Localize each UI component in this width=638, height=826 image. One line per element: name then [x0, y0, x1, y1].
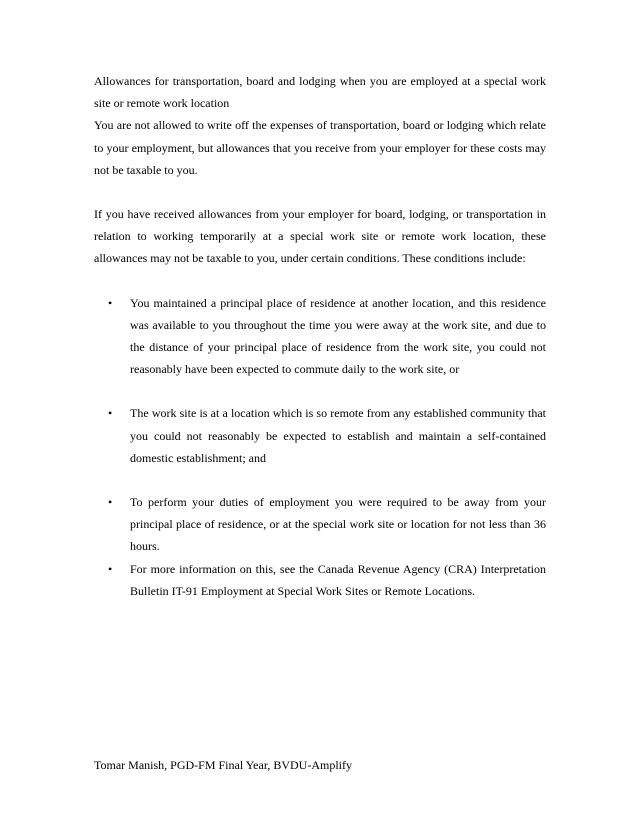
intro-paragraph: You are not allowed to write off the expenses of transportation, board or lodging which relate to your employment, but allowances that you receive from your employer for these costs may not be taxable to you. — [94, 118, 546, 177]
list-item-text: For more information on this, see the Canada Revenue Agency (CRA) Interpretation Bulletin IT-91 Employment at Special Work Sites or Remote Locations. — [130, 561, 546, 598]
bullet-icon: • — [108, 561, 113, 576]
paragraph-spacer — [94, 270, 546, 292]
list-spacer — [94, 380, 546, 402]
list-item-text: To perform your duties of employment you were required to be away from your principal place of residence, or at the special work site or location for not less than 36 hours. — [130, 495, 546, 554]
bullet-icon: • — [108, 406, 113, 421]
list-item — [94, 402, 546, 469]
section-heading: Allowances for transportation, board and lodging when you are employed at a special work site or remote work location — [94, 74, 546, 111]
list-item — [94, 292, 546, 381]
list-item — [94, 491, 546, 558]
list-item-text: The work site is at a location which is so remote from any established community that you could not reasonably be expected to establish and maintain a self-contained domestic establishment; and — [130, 406, 546, 465]
list-item-text: You maintained a principal place of residence at another location, and this residence was available to you throughout the time you were away at the work site, and due to the distance of your principal place of residence from the work site, you could not reasonably have been expected to commute daily to the work site, or — [130, 295, 546, 377]
conditions-list — [94, 292, 546, 602]
conditions-paragraph: If you have received allowances from your employer for board, lodging, or transportation in relation to working temporarily at a special work site or remote work location, these allowances may not be taxable to you, under certain conditions. These conditions include: — [94, 207, 546, 266]
paragraph-spacer — [94, 181, 546, 203]
list-item — [94, 558, 546, 602]
bullet-icon: • — [108, 495, 113, 510]
list-spacer — [94, 469, 546, 491]
page-footer: Tomar Manish, PGD-FM Final Year, BVDU-Amplify — [94, 758, 353, 772]
bullet-icon: • — [108, 295, 113, 310]
document-body — [94, 70, 546, 602]
